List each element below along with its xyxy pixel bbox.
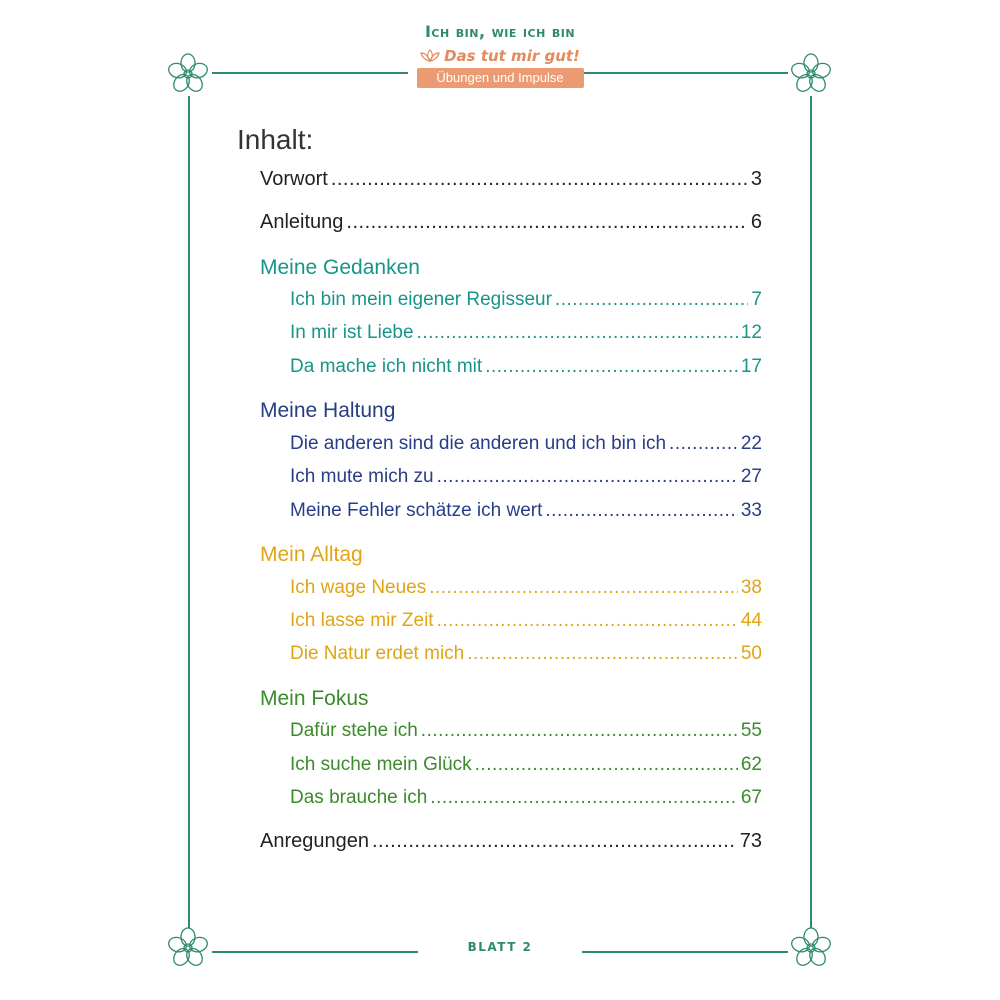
toc-entry-label: Ich mute mich zu [290,466,434,487]
frame-bottom-right [582,951,788,953]
toc-entry-label: Die anderen sind die anderen und ich bin ich [290,433,667,454]
toc-entry-vorwort [260,168,762,202]
toc-subentry [290,754,762,788]
book-badge: Übungen und Impulse [417,68,584,88]
toc-subentry [290,322,762,356]
toc-subentry [290,610,762,644]
flower-icon [166,52,210,96]
frame-right [810,96,812,928]
toc-subentry [290,720,762,754]
toc-leader-dots [545,500,737,522]
toc-entry-page: 3 [750,168,762,190]
toc-entry-label: Anleitung [260,211,344,233]
toc-section-title: Mein Fokus [260,687,369,710]
toc-entry-label: In mir ist Liebe [290,322,414,343]
toc-entry-page: 12 [740,322,762,343]
book-header [380,22,620,88]
toc-entry-label: Ich suche mein Glück [290,754,472,775]
toc-entry-page: 62 [740,754,762,775]
toc-entry-anregungen [260,830,762,864]
toc-subentry [290,500,762,534]
toc-leader-dots [437,466,738,488]
toc-entry-label: Ich bin mein eigener Regisseur [290,289,552,310]
toc-leader-dots [430,787,738,809]
flower-icon [166,926,210,970]
toc-entry-page: 44 [740,610,762,631]
toc-entry-label: Da mache ich nicht mit [290,356,483,377]
toc-leader-dots [437,610,738,632]
toc-subentry [290,433,762,467]
toc-leader-dots [485,356,738,378]
page-footer-label: BLATT 2 [467,940,533,954]
toc-leader-dots [372,830,737,853]
toc-leader-dots [669,433,738,455]
toc-subentry [290,356,762,390]
toc-entry-label: Meine Fehler schätze ich wert [290,500,543,521]
book-subtitle-text: Das tut mir gut! [444,47,580,65]
toc-entry-page: 38 [740,577,762,598]
toc-entry-label: Das brauche ich [290,787,428,808]
toc-section-title: Meine Haltung [260,399,396,422]
toc-subentry [290,289,762,323]
toc-leader-dots [475,754,738,776]
toc-entry-page: 33 [740,500,762,521]
toc-entry-label: Vorwort [260,168,328,190]
book-subtitle [380,47,620,65]
lotus-icon [420,49,440,63]
frame-top-left [212,72,408,74]
toc-entry-label: Dafür stehe ich [290,720,418,741]
frame-bottom-left [212,951,418,953]
toc-entry-label: Ich lasse mir Zeit [290,610,434,631]
toc-heading: Inhalt: [237,124,314,155]
toc-entry-page: 27 [740,466,762,487]
toc-section-title: Meine Gedanken [260,256,420,279]
toc-entry-page: 17 [740,356,762,377]
toc-entry-page: 6 [750,211,762,233]
toc-subentry [290,466,762,500]
toc-subentry [290,643,762,677]
toc-leader-dots [331,168,748,191]
toc-entry-page: 7 [751,289,762,310]
toc-entry-page: 55 [740,720,762,741]
frame-left [188,96,190,928]
toc-entry-label: Die Natur erdet mich [290,643,465,664]
toc-entry-label: Ich wage Neues [290,577,427,598]
book-title: Ich bin, wie ich bin [424,22,576,41]
flower-icon [789,52,833,96]
toc-leader-dots [555,289,749,311]
toc-leader-dots [467,643,738,665]
toc-leader-dots [346,211,747,234]
toc-leader-dots [421,720,738,742]
toc-subentry [290,787,762,821]
toc-section-title: Mein Alltag [260,543,363,566]
toc-entry-page: 22 [740,433,762,454]
toc-entry-page: 67 [740,787,762,808]
toc-entry-page: 50 [740,643,762,664]
toc-entry-anleitung [260,211,762,245]
toc-subentry [290,577,762,611]
toc-entry-label: Anregungen [260,830,369,852]
toc-leader-dots [417,322,738,344]
toc-leader-dots [429,577,738,599]
toc-entry-page: 73 [739,830,762,852]
flower-icon [789,926,833,970]
